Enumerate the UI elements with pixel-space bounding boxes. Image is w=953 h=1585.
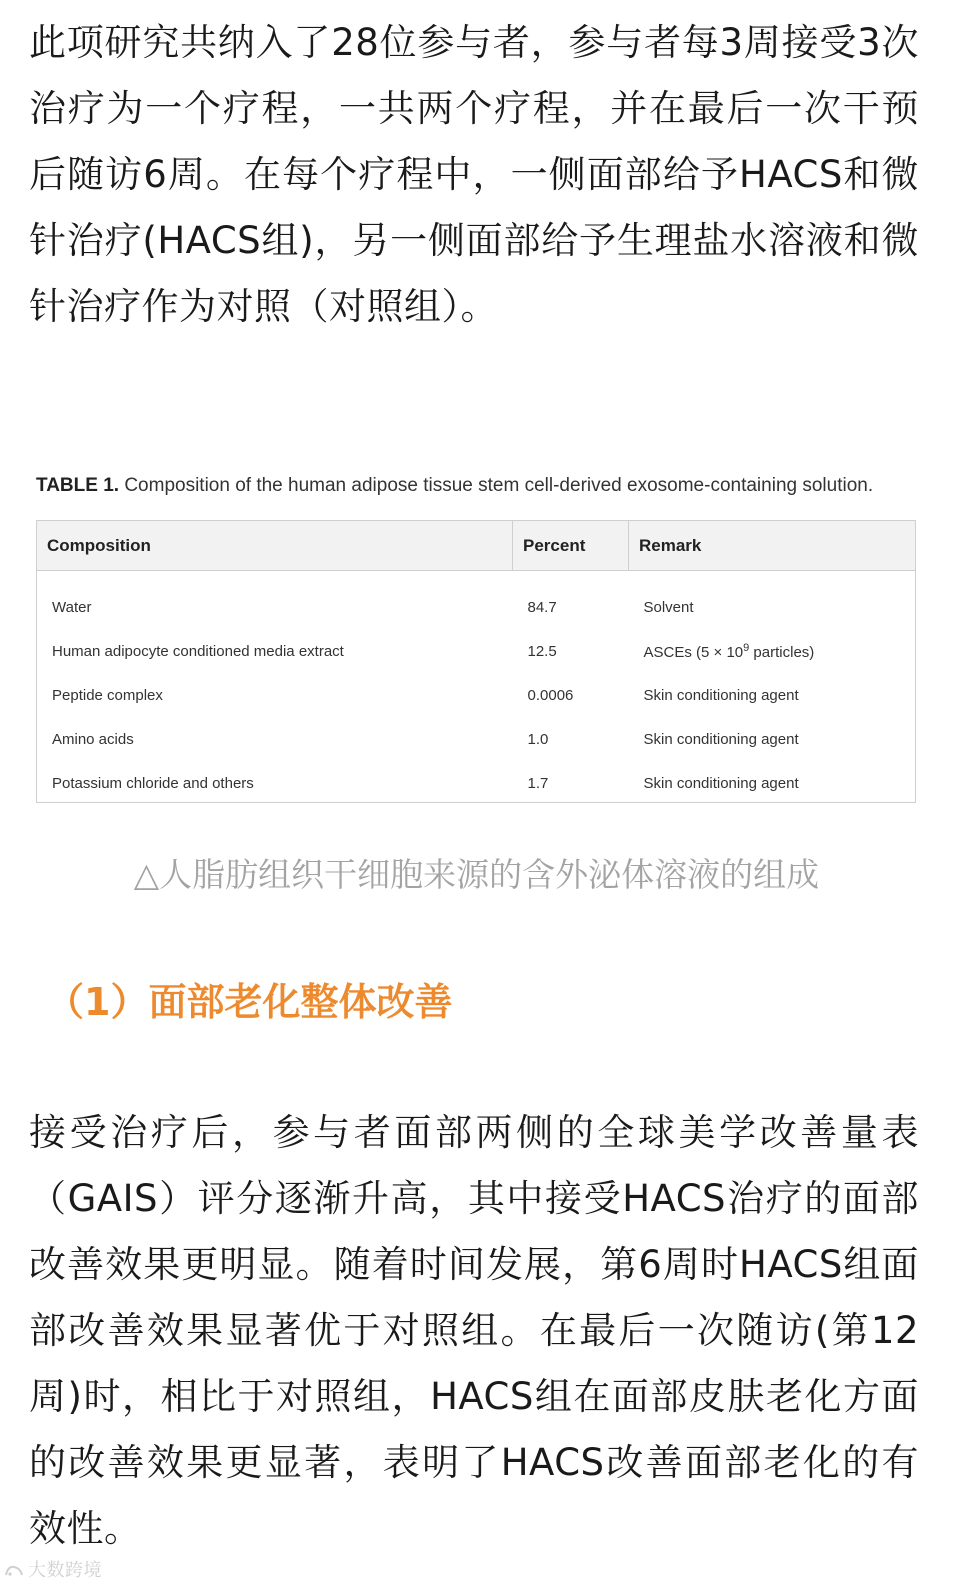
- cell-composition: Potassium chloride and others: [52, 774, 254, 792]
- remark-suffix: particles): [749, 643, 815, 661]
- table-row: [37, 761, 915, 805]
- watermark-text: 大数跨境: [28, 1560, 102, 1581]
- header-remark: Remark: [629, 521, 916, 571]
- table-row: [37, 673, 915, 717]
- cell-remark: Solvent: [643, 598, 694, 616]
- cell-percent: 84.7: [527, 598, 557, 616]
- cell-composition: Human adipocyte conditioned media extract: [52, 642, 344, 660]
- table-row: [37, 717, 915, 761]
- cell-remark: [629, 629, 916, 673]
- cell-remark: Skin conditioning agent: [643, 774, 799, 792]
- table-caption-text: Composition of the human adipose tissue stem cell-derived exosome-containing solution.: [119, 475, 874, 496]
- composition-table-figure: [36, 470, 918, 803]
- remark-prefix: ASCEs (5 × 10: [643, 643, 744, 661]
- header-composition: Composition: [37, 521, 513, 571]
- header-percent: Percent: [513, 521, 629, 571]
- results-paragraph: 接受治疗后，参与者面部两侧的全球美学改善量表（GAIS）评分逐渐升高，其中接受HACS治疗的面部改善效果更明显。随着时间发展，第6周时HACS组面部改善效果显著优于对照组。在最后一次随访(第12周)时，相比于对照组，HACS组在面部皮肤老化方面的改善效果更显著，表明了HACS改善面部老化的有效性。: [29, 1111, 919, 1550]
- figure-caption: △人脂肪组织干细胞来源的含外泌体溶液的组成: [133, 855, 820, 894]
- intro-paragraph: 此项研究共纳入了28位参与者，参与者每3周接受3次治疗为一个疗程，一共两个疗程，并在最后一次干预后随访6周。在每个疗程中，一侧面部给予HACS和微针治疗(HACS组)，另一侧面部给予生理盐水溶液和微针治疗作为对照（对照组）。: [29, 21, 919, 328]
- cell-remark: Skin conditioning agent: [643, 686, 799, 704]
- cell-composition: Peptide complex: [52, 686, 163, 704]
- cell-percent: 1.0: [527, 730, 549, 748]
- section-heading: （1）面部老化整体改善: [46, 980, 453, 1024]
- table-frame: [36, 520, 916, 803]
- watermark: [4, 1560, 102, 1582]
- table-caption: [36, 470, 876, 502]
- watermark-logo-icon: [4, 1563, 24, 1579]
- remark-exponent: 9: [743, 641, 750, 654]
- table-caption-label: TABLE 1.: [36, 475, 120, 496]
- table-header-row: [37, 521, 915, 571]
- cell-composition: Amino acids: [52, 730, 134, 748]
- cell-percent: 12.5: [527, 642, 557, 660]
- cell-remark: Skin conditioning agent: [643, 730, 799, 748]
- composition-table: [37, 521, 915, 805]
- cell-composition: Water: [52, 598, 92, 616]
- cell-percent: 0.0006: [527, 686, 574, 704]
- table-row: [37, 571, 915, 630]
- cell-percent: 1.7: [527, 774, 549, 792]
- table-row: [37, 629, 915, 673]
